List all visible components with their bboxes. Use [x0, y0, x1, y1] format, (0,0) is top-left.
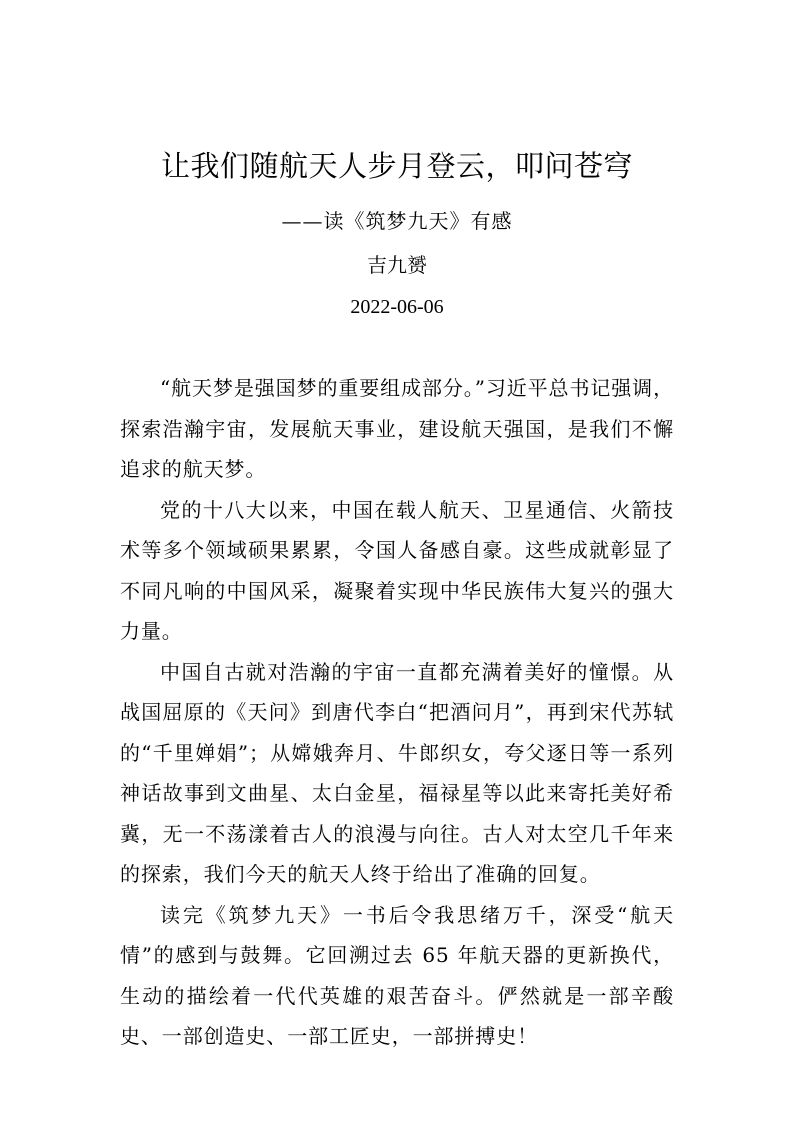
paragraph-1: “航天梦是强国梦的重要组成部分。”习近平总书记强调，探索浩瀚宇宙，发展航天事业，建设航天强国，是我们不懈追求的航天梦。: [120, 376, 674, 481]
paragraph-3: 中国自古就对浩瀚的宇宙一直都充满着美好的憧憬。从战国屈原的《天问》到唐代李白“把酒问月”，再到宋代苏轼的“千里婵娟”；从嫦娥奔月、牛郎织女，夸父逐日等一系列神话故事到文曲星、太白金星，福禄星等以此来寄托美好希冀，无一不荡漾着古人的浪漫与向往。古人对太空几千年来的探索，我们今天的航天人终于给出了准确的回复。: [120, 659, 674, 886]
document-body: [120, 368, 674, 1057]
document-title: 让我们随航天人步月登云，叩问苍穹: [160, 149, 633, 183]
document-subtitle: ——读《筑梦九天》有感: [281, 209, 513, 233]
paragraph-2: 党的十八大以来，中国在载人航天、卫星通信、火箭技术等多个领域硕果累累，令国人备感自豪。这些成就彰显了不同凡响的中国风采，凝聚着实现中华民族伟大复兴的强大力量。: [120, 497, 674, 643]
document-author: 吉九赟: [367, 253, 427, 277]
document-date: 2022-06-06: [350, 296, 444, 318]
paragraph-4: 读完《筑梦九天》一书后令我思绪万千，深受“航天情”的感到与鼓舞。它回溯过去 65 年航天器的更新换代，生动的描绘着一代代英雄的艰苦奋斗。俨然就是一部辛酸史、一部创造史、一部工匠史，一部拼搏史！: [120, 902, 674, 1048]
